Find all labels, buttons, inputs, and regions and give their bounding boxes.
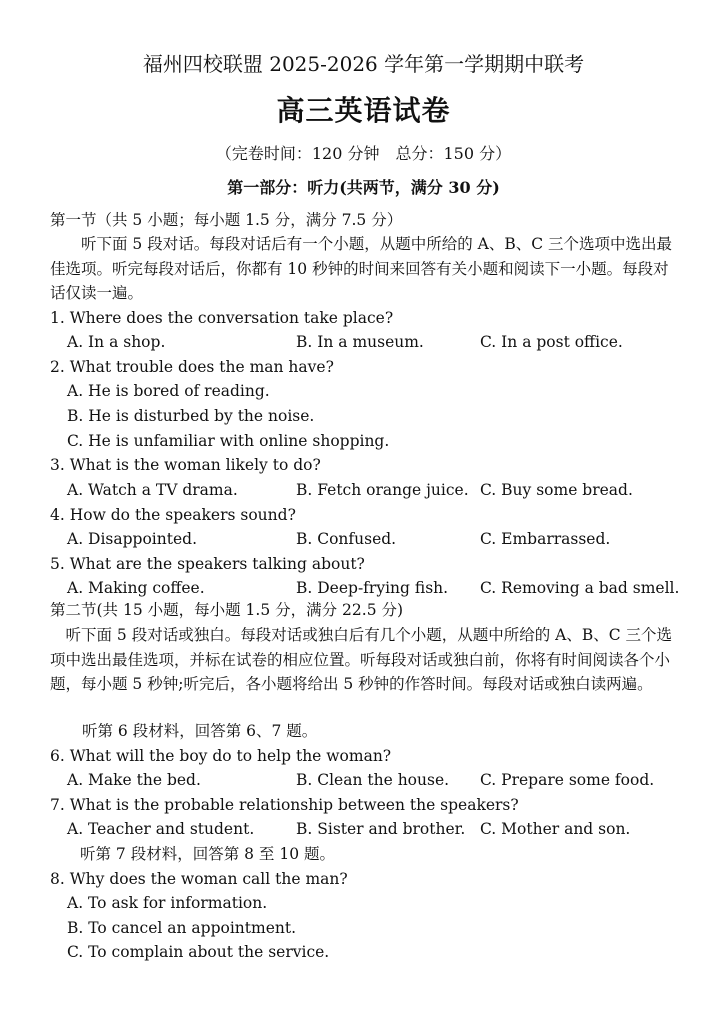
question-7-option-b: B. Sister and brother. (296, 820, 466, 838)
question-4-option-c: C. Embarrassed. (480, 530, 611, 548)
question-5-option-a: A. Making coffee. (67, 579, 205, 597)
section2-instructions: 听下面 5 段对话或独白。每段对话或独白后有几个小题，从题中所给的 A、B、C 三个选项中选出最佳选项，并标在试卷的相应位置。听每段对话或独白前，你将有时间阅读各个小题，每小题 5 秒钟;听完后，各小题将给出 5 秒钟的作答时间。每段对话或独白读两遍。 (50, 626, 673, 694)
question-5-option-c: C. Removing a bad smell. (480, 579, 680, 597)
question-6-option-b: B. Clean the house. (296, 771, 450, 789)
question-6-option-a: A. Make the bed. (67, 771, 201, 789)
section2-heading: 第二节(共 15 小题，每小题 1.5 分，满分 22.5 分) (50, 601, 404, 619)
paper-title: 高三英语试卷 (276, 94, 451, 127)
question-2-option-a: A. He is bored of reading. (67, 382, 270, 400)
question-2-option-b: B. He is disturbed by the noise. (67, 407, 315, 425)
exam-title: 福州四校联盟 2025-2026 学年第一学期期中联考 (142, 52, 585, 76)
question-8-option-a: A. To ask for information. (67, 894, 268, 912)
section1-instructions: 听下面 5 段对话。每段对话后有一个小题，从题中所给的 A、B、C 三个选项中选出最佳选项。听完每段对话后，你都有 10 秒钟的时间来回答有关小题和阅读下一小题。每段对话仅读一遍。 (50, 235, 673, 303)
section1-heading: 第一节（共 5 小题；每小题 1.5 分，满分 7.5 分） (50, 211, 403, 229)
question-3-option-a: A. Watch a TV drama. (67, 481, 238, 499)
question-7-option-a: A. Teacher and student. (67, 820, 255, 838)
question-7-option-c: C. Mother and son. (480, 820, 631, 838)
question-1-option-c: C. In a post office. (480, 333, 623, 351)
question-3-stem: 3. What is the woman likely to do? (50, 456, 321, 474)
exam-info: （完卷时间：120 分钟 总分：150 分） (215, 144, 512, 163)
question-7-stem: 7. What is the probable relationship between the speakers? (50, 796, 519, 814)
question-1-stem: 1. Where does the conversation take place? (50, 309, 394, 327)
question-4-stem: 4. How do the speakers sound? (50, 506, 296, 524)
question-4-option-b: B. Confused. (296, 530, 397, 548)
question-3-option-b: B. Fetch orange juice. (296, 481, 469, 499)
question-8-stem: 8. Why does the woman call the man? (50, 870, 348, 888)
question-8-option-b: B. To cancel an appointment. (67, 919, 297, 937)
question-6-stem: 6. What will the boy do to help the woman? (50, 747, 392, 765)
question-6-option-c: C. Prepare some food. (480, 771, 655, 789)
part-title: 第一部分：听力(共两节，满分 30 分) (227, 178, 500, 197)
question-1-option-b: B. In a museum. (296, 333, 424, 351)
question-2-stem: 2. What trouble does the man have? (50, 358, 334, 376)
material-7-note: 听第 7 段材料，回答第 8 至 10 题。 (80, 845, 336, 863)
question-3-option-c: C. Buy some bread. (480, 481, 633, 499)
material-6-note: 听第 6 段材料，回答第 6、7 题。 (82, 722, 318, 740)
question-2-option-c: C. He is unfamiliar with online shopping. (67, 432, 390, 450)
question-4-option-a: A. Disappointed. (67, 530, 197, 548)
question-8-option-c: C. To complain about the service. (67, 943, 330, 961)
question-1-option-a: A. In a shop. (67, 333, 166, 351)
question-5-option-b: B. Deep-frying fish. (296, 579, 449, 597)
question-5-stem: 5. What are the speakers talking about? (50, 555, 365, 573)
